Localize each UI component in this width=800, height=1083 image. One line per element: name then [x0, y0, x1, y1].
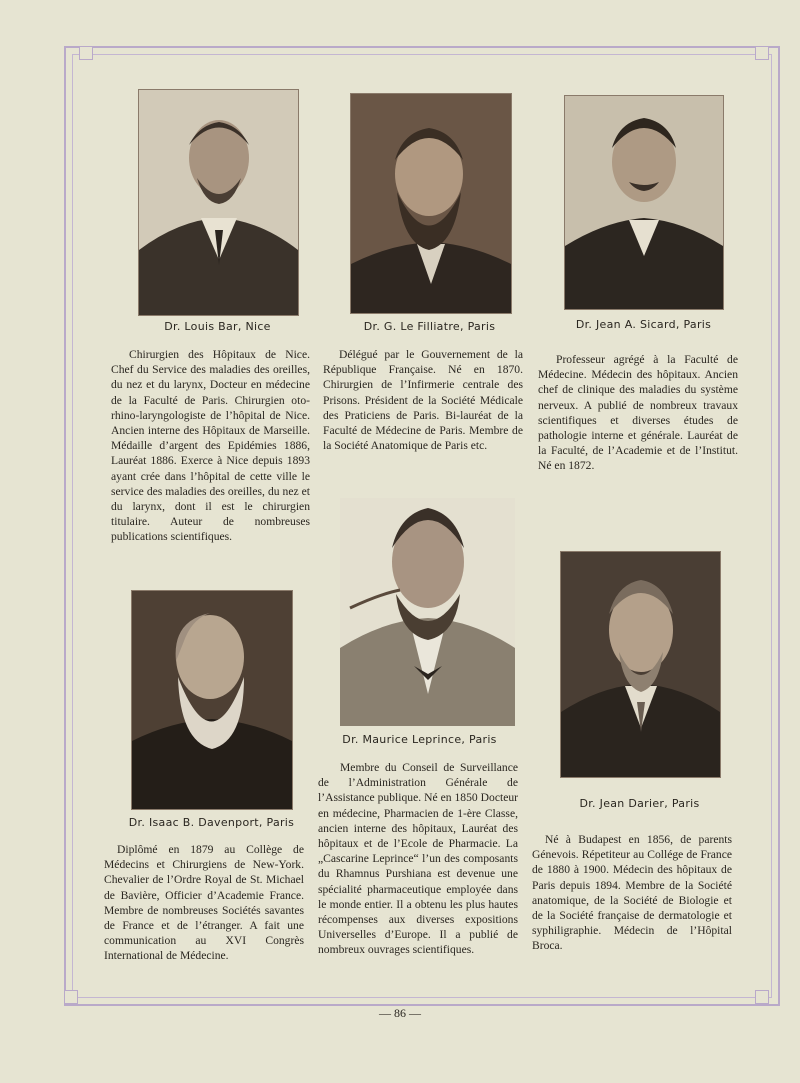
biography-text: Membre du Conseil de Surveillance de l’Administration Générale de l’Assistance publique. Né en 1850 Docteur en médecine, Pharmacien de 1-ère Classe, ancien interne des hôpitaux, Lauréat des hôpitaux et de l’Ecole de Pharmacie. La „Cascarine Leprince“ l’un des composants du Rhamnus Purshiana est devenue une spécialité pharmaceutique employée dans le monde entier. Il a obtenu les plus hautes récompenses aux diverses expositions Universelles d’Europe. Il a publié de nombreux ouvrages scientifiques.: [318, 761, 518, 957]
portrait-photo-sicard: [565, 96, 723, 309]
biography-text: Diplômé en 1879 au Collège de Médecins et Chirurgiens de New-York. Chevalier de l’Ordre Royal de St. Michael de Bavière, Officier d’Academie France. Membre de nombreuses Sociétés savantes de France et de l’étranger. A fait une communication au XVI Congrès International de Médecine.: [104, 843, 304, 963]
portrait-photo-louis-bar: [139, 90, 298, 315]
frame-corner-ornament: [755, 46, 769, 60]
portrait-photo-darier: [561, 552, 720, 777]
portrait-caption: Dr. Isaac B. Davenport, Paris: [128, 816, 295, 829]
page-number: — 86 —: [379, 1006, 421, 1020]
portrait-photo-leprince: [340, 498, 515, 726]
portrait-caption: Dr. Maurice Leprince, Paris: [342, 733, 497, 746]
biography-text: Professeur agrégé à la Faculté de Médecine. Médecin des hôpitaux. Ancien chef de clinique des maladies du système nerveux. A publié de nombreux travaux scientifiques et diverses études de pathologie interne et générale. Lauréat de la Faculté, de l’Academie et de l’Institut. Né en 1872.: [538, 353, 738, 473]
biography-text: Né à Budapest en 1856, de parents Génevois. Répetiteur au Collége de France de 1880 à 1900. Médecin des hôpitaux de Paris depuis 1894. Membre de la Société anatomique, de la Société de Biologie et de la Société française de dermatologie et syphiligraphie. Médecin de l’Hôpital Broca.: [532, 833, 732, 953]
portrait-caption: Dr. Jean A. Sicard, Paris: [575, 318, 712, 331]
portrait-caption: Dr. G. Le Filliatre, Paris: [363, 320, 496, 333]
biography-text: Chirurgien des Hôpitaux de Nice. Chef du Service des maladies des oreilles, du nez et du larynx, Docteur en médecine de la Faculté de Paris. Chirurgien oto-rhino-laryngologiste de l’hôpital de Nice. Ancien interne des Hôpitaux de Marseille. Médaille d’argent des Epidémies 1886, Lauréat 1886. Exerce à Nice depuis 1893 ayant crée dans l’hôpital de cette ville le service des maladies des oreilles, du nez et du larynx, dont il est le chirurgien titulaire. Auteur de nombreuses publications scientifiques.: [111, 348, 310, 544]
portrait-photo-davenport: [132, 591, 292, 809]
portrait-caption: Dr. Jean Darier, Paris: [579, 797, 700, 810]
frame-corner-ornament: [755, 990, 769, 1004]
portrait-caption: Dr. Louis Bar, Nice: [164, 320, 271, 333]
frame-corner-ornament: [79, 46, 93, 60]
portrait-photo-le-filliatre: [351, 94, 511, 313]
biography-text: Délégué par le Gouvernement de la République Française. Né en 1870. Chirurgien de l’Infirmerie centrale des Prisons. Président de la Société Médicale des Praticiens de Paris. Bi-lauréat de la Faculté de Médecine de Paris. Membre de la Société Anatomique de Paris etc.: [323, 348, 523, 453]
frame-corner-ornament: [64, 990, 78, 1004]
